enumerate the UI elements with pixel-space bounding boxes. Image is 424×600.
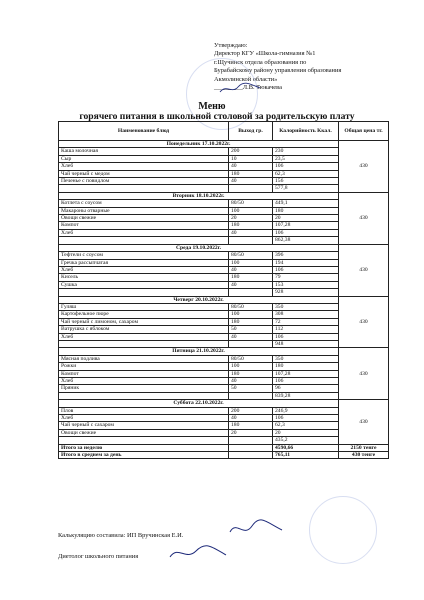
dish-portion: 10 (229, 155, 273, 162)
dish-calories: 180 (273, 207, 339, 214)
calc-signature (226, 518, 286, 540)
dish-name: Сыр (59, 155, 229, 162)
dish-name: Тефтели с соусом (59, 252, 229, 259)
day-header-row (59, 400, 389, 407)
empty-cell (59, 340, 229, 347)
empty-cell (59, 185, 229, 192)
day-header-row (59, 296, 389, 303)
dish-portion: 40 (229, 178, 273, 185)
empty-cell (229, 437, 273, 444)
day-header-row (59, 244, 389, 251)
dish-calories: 23,5 (273, 155, 339, 162)
header-price: Общая цена тг. (339, 122, 389, 141)
menu-table (58, 121, 389, 459)
dish-name: Картофельное пюре (59, 311, 229, 318)
dish-portion: 180 (229, 318, 273, 325)
day-total-calories: 577,8 (273, 185, 339, 192)
dish-calories: 180 (273, 363, 339, 370)
dish-calories: 156 (273, 178, 339, 185)
dish-name: Хлеб (59, 333, 229, 340)
dish-name: Компот (59, 370, 229, 377)
dish-calories: 350 (273, 303, 339, 310)
empty-cell (59, 237, 229, 244)
dish-name: Компот (59, 222, 229, 229)
dish-portion: 80/50 (229, 355, 273, 362)
empty-cell (59, 392, 229, 399)
empty-cell (229, 392, 273, 399)
dish-portion: 50 (229, 385, 273, 392)
day-price: 430 (339, 141, 389, 193)
dish-calories: 79 (273, 274, 339, 281)
day-average-row (59, 452, 389, 459)
day-header-row (59, 192, 389, 199)
header-calories: Калорийность Ккал. (273, 122, 339, 141)
menu-body (59, 141, 389, 459)
dish-portion: 50 (229, 326, 273, 333)
dish-calories: 230 (273, 148, 339, 155)
day-price: 430 (339, 244, 389, 296)
dish-portion: 100 (229, 259, 273, 266)
approve-line: Акмолинской области» (214, 75, 278, 83)
approve-line: Директор КГУ «Школа-гимназия №1 (214, 50, 316, 58)
day-average-price: 430 тенге (339, 452, 389, 459)
calc-signature-label: Калькуляцию составила: ИП Вручинская Е.И. (58, 532, 184, 539)
dish-calories: 449,1 (273, 200, 339, 207)
dish-name: Каша молочная (59, 148, 229, 155)
dish-calories: 106 (273, 163, 339, 170)
empty-cell (59, 437, 229, 444)
approve-line: Бурабайскому району управления образования (214, 67, 342, 75)
day-name: Понедельник 17.10.2022г. (59, 141, 339, 148)
day-name: Пятница 21.10.2022г. (59, 348, 339, 355)
dish-portion: 180 (229, 370, 273, 377)
dish-name: Плов (59, 407, 229, 414)
dish-portion: 100 (229, 311, 273, 318)
empty-cell (229, 340, 273, 347)
dish-portion: 180 (229, 422, 273, 429)
dish-name: Хлеб (59, 378, 229, 385)
dish-name: Хлеб (59, 415, 229, 422)
dish-calories: 96 (273, 385, 339, 392)
approve-line: _________Л.В. Тюкачева (214, 84, 282, 92)
day-name: Суббота 22.10.2022г. (59, 400, 339, 407)
dish-name: Печенье с повидлом (59, 178, 229, 185)
day-total-calories: 948 (273, 340, 339, 347)
dish-name: Чай черный с медом (59, 170, 229, 177)
page-subtitle: горячего питания в школьной столовой за родительскую плату (79, 111, 355, 122)
dish-name: Чай черный с сахаром (59, 422, 229, 429)
approve-line: г.Щучинск отдела образования по (214, 58, 307, 66)
empty-cell (59, 289, 229, 296)
dish-calories: 396 (273, 252, 339, 259)
dish-portion: 100 (229, 207, 273, 214)
dish-portion: 200 (229, 407, 273, 414)
dish-portion: 180 (229, 274, 273, 281)
day-price: 430 (339, 348, 389, 400)
dish-calories: 106 (273, 333, 339, 340)
day-total-calories: 862,38 (273, 237, 339, 244)
week-total-label: Итого за неделю (59, 444, 229, 451)
dish-name: Хлеб (59, 229, 229, 236)
dish-portion: 40 (229, 281, 273, 288)
dish-calories: 153 (273, 281, 339, 288)
dish-portion: 20 (229, 429, 273, 436)
week-total-price: 2150 тенге (339, 444, 389, 451)
seal-stamp-2 (309, 496, 377, 564)
week-total-calories: 4590,66 (273, 444, 339, 451)
day-total-calories: 928 (273, 289, 339, 296)
dish-name: Овощи свежие (59, 429, 229, 436)
dish-portion: 80/50 (229, 200, 273, 207)
day-price: 430 (339, 296, 389, 348)
page-title: Меню (198, 101, 226, 112)
empty-cell (229, 452, 273, 459)
dish-calories: 106 (273, 266, 339, 273)
dish-calories: 20 (273, 429, 339, 436)
dish-name: Гречка рассыпчатая (59, 259, 229, 266)
dietolog-signature (166, 541, 230, 565)
day-price: 430 (339, 192, 389, 244)
dish-name: Макароны отварные (59, 207, 229, 214)
dish-calories: 350 (273, 355, 339, 362)
dish-calories: 72 (273, 318, 339, 325)
dish-portion: 80/50 (229, 303, 273, 310)
dish-name: Ватрушка с яблоком (59, 326, 229, 333)
dish-calories: 106 (273, 378, 339, 385)
day-total-calories: 435,2 (273, 437, 339, 444)
dish-portion: 180 (229, 170, 273, 177)
approve-line: Утверждаю: (214, 42, 248, 49)
dish-name: Овощи свежие (59, 215, 229, 222)
dish-portion: 180 (229, 222, 273, 229)
dish-calories: 106 (273, 415, 339, 422)
dish-calories: 308 (273, 311, 339, 318)
header-name: Наименование блюд (59, 122, 229, 141)
dish-name: Хлеб (59, 163, 229, 170)
dish-portion: 20 (229, 215, 273, 222)
dish-name: Котлета с соусом (59, 200, 229, 207)
dish-name: Пряник (59, 385, 229, 392)
dish-calories: 62,3 (273, 422, 339, 429)
empty-cell (229, 444, 273, 451)
dish-calories: 112 (273, 326, 339, 333)
dish-calories: 20 (273, 215, 339, 222)
dish-calories: 62,3 (273, 170, 339, 177)
dish-name: Гуляш (59, 303, 229, 310)
day-name: Среда 19.10.2022г. (59, 244, 339, 251)
director-signature (218, 82, 262, 96)
empty-cell (229, 185, 273, 192)
dish-portion: 80/50 (229, 252, 273, 259)
day-price: 430 (339, 400, 389, 444)
dish-portion: 40 (229, 229, 273, 236)
dish-name: Кисель (59, 274, 229, 281)
dish-portion: 40 (229, 333, 273, 340)
dish-name: Мясная подлива (59, 355, 229, 362)
dish-calories: 107,28 (273, 370, 339, 377)
dish-name: Сушка (59, 281, 229, 288)
dish-calories: 246,9 (273, 407, 339, 414)
dish-portion: 40 (229, 378, 273, 385)
dish-portion: 100 (229, 363, 273, 370)
day-name: Четверг 20.10.2022г. (59, 296, 339, 303)
dish-name: Рожки (59, 363, 229, 370)
day-average-label: Итого в среднем за день (59, 452, 229, 459)
dish-calories: 107,28 (273, 222, 339, 229)
dish-calories: 106 (273, 229, 339, 236)
day-total-calories: 839,28 (273, 392, 339, 399)
day-name: Вторник 18.10.2022г. (59, 192, 339, 199)
dish-portion: 40 (229, 266, 273, 273)
dish-name: Чай черный с лимоном, сахаром (59, 318, 229, 325)
dish-portion: 40 (229, 415, 273, 422)
week-total-row (59, 444, 389, 451)
dietolog-signature-label: Диетолог школьного питания (58, 553, 139, 560)
empty-cell (229, 289, 273, 296)
dish-portion: 40 (229, 163, 273, 170)
dish-calories: 194 (273, 259, 339, 266)
day-header-row (59, 348, 389, 355)
day-header-row (59, 141, 389, 148)
dish-name: Хлеб (59, 266, 229, 273)
empty-cell (229, 237, 273, 244)
dish-portion: 200 (229, 148, 273, 155)
day-average-calories: 765,11 (273, 452, 339, 459)
header-portion: Выход гр. (229, 122, 273, 141)
